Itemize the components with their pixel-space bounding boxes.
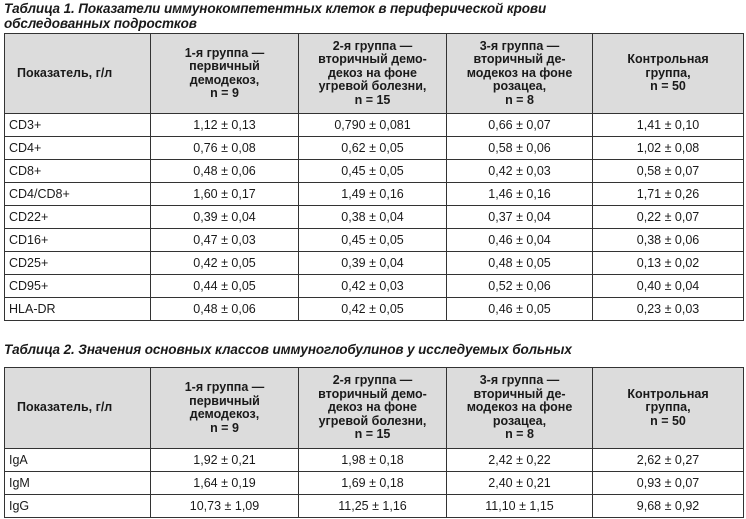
header-line: вторичный демо- [318,52,427,67]
value-cell: 1,64 ± 0,19 [151,472,299,495]
header-control [593,368,744,449]
header-line: n = 50 [650,413,686,428]
value-cell: 0,39 ± 0,04 [151,206,299,229]
header-line: n = 9 [210,86,239,100]
value-cell: 1,92 ± 0,21 [151,449,299,472]
value-cell: 0,22 ± 0,07 [593,206,744,229]
header-line: модекоз на фоне [466,65,573,80]
table-row [5,275,744,298]
header-group2 [299,368,447,449]
header-line: угревой болезни, [318,79,427,94]
header-line: 1-я группа — [184,380,265,394]
table-row [5,252,744,275]
value-cell: 1,12 ± 0,13 [151,114,299,137]
header-line: группа, [645,400,691,415]
table-row [5,229,744,252]
row-label: CD3+ [5,114,151,137]
value-cell: 0,62 ± 0,05 [299,137,447,160]
value-cell: 2,42 ± 0,22 [447,449,593,472]
header-line: вторичный демо- [318,386,427,401]
row-label: CD4/CD8+ [5,183,151,206]
header-line: декоз на фоне [327,65,418,80]
value-cell: 0,42 ± 0,03 [447,160,593,183]
table-row [5,137,744,160]
header-line: модекоз на фоне [466,400,573,415]
row-label: CD8+ [5,160,151,183]
value-cell: 0,13 ± 0,02 [593,252,744,275]
value-cell: 0,23 ± 0,03 [593,298,744,321]
header-group1 [151,34,299,114]
value-cell: 0,52 ± 0,06 [447,275,593,298]
value-cell: 0,76 ± 0,08 [151,137,299,160]
header-line: декоз на фоне [327,400,418,415]
value-cell: 0,42 ± 0,03 [299,275,447,298]
value-cell: 1,69 ± 0,18 [299,472,447,495]
value-cell: 0,46 ± 0,05 [447,298,593,321]
value-cell: 0,42 ± 0,05 [299,298,447,321]
value-cell: 0,38 ± 0,04 [299,206,447,229]
value-cell: 0,58 ± 0,06 [447,137,593,160]
header-row [5,368,744,449]
header-line: Контрольная [627,52,709,67]
header-group3 [447,368,593,449]
table2-caption: Таблица 2. Значения основных классов иммуноглобулинов у исследуемых больных [4,342,572,357]
header-line: n = 8 [505,427,534,442]
header-line: первичный [189,393,260,408]
header-line: розацеа, [492,79,547,94]
table-row [5,495,744,518]
value-cell: 0,58 ± 0,07 [593,160,744,183]
table-row [5,206,744,229]
value-cell: 0,37 ± 0,04 [447,206,593,229]
value-cell: 0,47 ± 0,03 [151,229,299,252]
header-line: вторичный де- [473,52,566,67]
value-cell: 1,49 ± 0,16 [299,183,447,206]
table-row [5,298,744,321]
table-row [5,472,744,495]
value-cell: 0,66 ± 0,07 [447,114,593,137]
value-cell: 0,790 ± 0,081 [299,114,447,137]
value-cell: 2,62 ± 0,27 [593,449,744,472]
header-line: 1-я группа — [184,45,265,60]
value-cell: 11,25 ± 1,16 [299,495,447,518]
value-cell: 0,38 ± 0,06 [593,229,744,252]
header-control [593,34,744,114]
immune-cells-table [4,33,744,321]
header-line: n = 15 [354,427,391,442]
row-label: CD22+ [5,206,151,229]
header-line: n = 9 [210,420,239,435]
value-cell: 0,48 ± 0,06 [151,160,299,183]
value-cell: 0,48 ± 0,05 [447,252,593,275]
table-row [5,114,744,137]
header-row [5,34,744,114]
header-line: 3-я группа — [479,38,560,53]
header-line: 2-я группа — [332,373,413,388]
row-label: CD4+ [5,137,151,160]
table-row [5,183,744,206]
header-line: первичный [189,59,260,73]
table1-caption-line1: Таблица 1. Показатели иммунокомпетентных клеток в периферической крови [4,1,547,16]
value-cell: 0,93 ± 0,07 [593,472,744,495]
value-cell: 2,40 ± 0,21 [447,472,593,495]
header-group1 [151,368,299,449]
row-label: CD16+ [5,229,151,252]
value-cell: 1,41 ± 0,10 [593,114,744,137]
header-line: 3-я группа — [479,373,560,388]
table1-caption [4,1,546,31]
header-group3 [447,34,593,114]
header-line: демодекоз, [189,72,260,87]
value-cell: 0,42 ± 0,05 [151,252,299,275]
header-line: n = 15 [354,92,391,107]
header-line: n = 50 [650,79,686,94]
header-group2 [299,34,447,114]
value-cell: 0,45 ± 0,05 [299,160,447,183]
table-row [5,449,744,472]
header-line: 2-я группа — [332,38,413,53]
row-label: HLA-DR [5,298,151,321]
value-cell: 1,60 ± 0,17 [151,183,299,206]
row-label: IgA [5,449,151,472]
row-label: CD25+ [5,252,151,275]
value-cell: 1,46 ± 0,16 [447,183,593,206]
value-cell: 0,46 ± 0,04 [447,229,593,252]
header-line: демодекоз, [189,407,260,421]
row-label: CD95+ [5,275,151,298]
header-indicator: Показатель, г/л [5,368,151,449]
table1-caption-line2: обследованных подростков [4,16,197,31]
value-cell: 0,45 ± 0,05 [299,229,447,252]
value-cell: 1,71 ± 0,26 [593,183,744,206]
header-line: группа, [645,65,691,80]
row-label: IgM [5,472,151,495]
header-line: n = 8 [505,92,534,107]
value-cell: 1,02 ± 0,08 [593,137,744,160]
value-cell: 0,48 ± 0,06 [151,298,299,321]
value-cell: 0,39 ± 0,04 [299,252,447,275]
value-cell: 1,98 ± 0,18 [299,449,447,472]
value-cell: 0,40 ± 0,04 [593,275,744,298]
header-line: Контрольная [627,386,709,401]
header-line: вторичный де- [473,386,566,401]
value-cell: 0,44 ± 0,05 [151,275,299,298]
value-cell: 9,68 ± 0,92 [593,495,744,518]
row-label: IgG [5,495,151,518]
header-line: угревой болезни, [318,413,427,428]
value-cell: 10,73 ± 1,09 [151,495,299,518]
header-line: розацеа, [492,413,547,428]
immunoglobulins-table [4,367,744,518]
table-row [5,160,744,183]
value-cell: 11,10 ± 1,15 [447,495,593,518]
header-indicator: Показатель, г/л [5,34,151,114]
